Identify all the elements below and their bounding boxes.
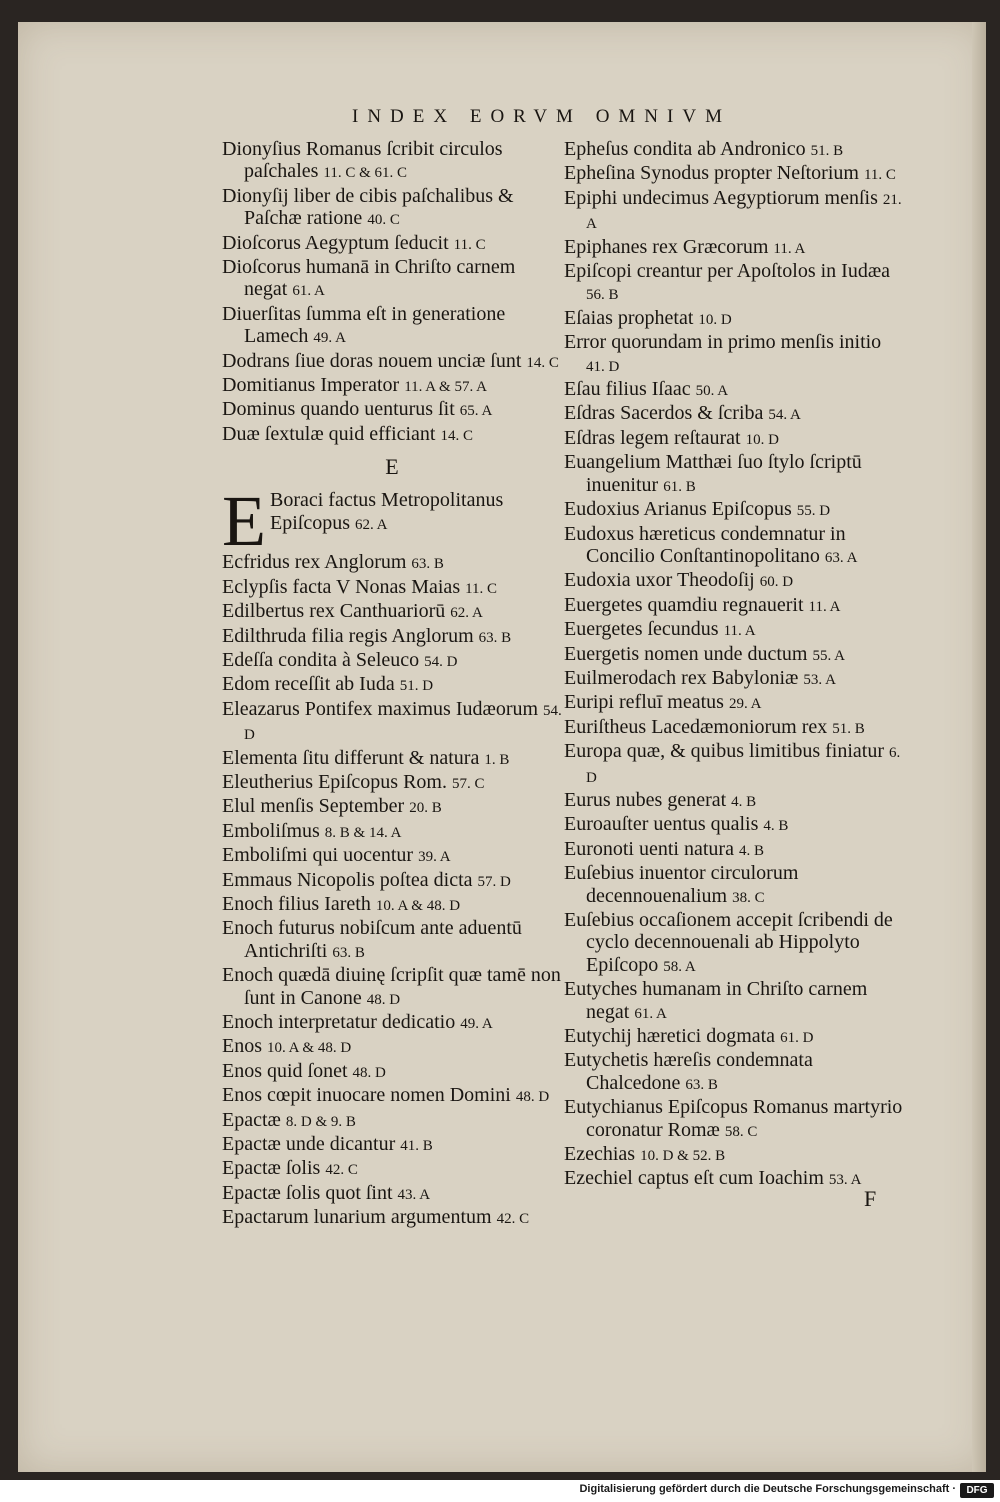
entry-ref: 54. D	[424, 653, 458, 670]
entry-text: Enoch quædā diuinę ſcripſit quæ tamē non ſunt in Canone	[222, 964, 561, 1009]
index-entry	[564, 1096, 904, 1143]
entry-text: Emboliſmus	[222, 819, 320, 842]
entry-text: Eſaias prophetat	[564, 306, 694, 329]
index-entry	[564, 740, 904, 789]
entry-ref: 6. D	[586, 745, 901, 786]
entry-ref: 14. C	[526, 354, 559, 371]
index-entry	[564, 1143, 904, 1167]
entry-text: Enoch filius Iareth	[222, 892, 371, 915]
entry-ref: 42. C	[496, 1211, 530, 1228]
entry-ref: 41. D	[586, 358, 620, 375]
entry-text: Epactæ	[222, 1108, 281, 1131]
index-entry	[222, 551, 562, 575]
entry-ref: 11. C	[863, 167, 896, 184]
entry-text: Edeſſa condita à Seleuco	[222, 648, 420, 671]
entry-ref: 48. D	[366, 991, 401, 1008]
entry-ref: 53. A	[803, 671, 836, 688]
index-entry	[564, 978, 904, 1025]
index-entry	[564, 378, 904, 402]
entry-text: Euilmerodach rex Babyloniæ	[564, 666, 799, 689]
entry-ref: 54. A	[768, 407, 801, 424]
entry-ref: 55. D	[796, 503, 831, 520]
index-entry	[564, 138, 904, 162]
entry-ref: 11. C	[453, 236, 486, 253]
entry-ref: 62. A	[354, 516, 388, 533]
dropcap-letter: E	[222, 481, 266, 562]
entry-text: Edilbertus rex Canthuariorū	[222, 600, 446, 623]
entry-ref: 11. A	[808, 598, 841, 615]
entry-text: Epactæ ſolis	[222, 1157, 321, 1180]
entry-ref: 40. C	[367, 212, 400, 229]
entry-ref: 4. B	[763, 818, 789, 835]
entry-text: Eudoxia uxor Theodoſij	[564, 569, 755, 592]
index-entry	[564, 331, 904, 378]
entry-text: Dioſcorus Aegyptum ſeducit	[222, 231, 449, 254]
index-entry	[222, 600, 562, 624]
funding-credit: Digitalisierung gefördert durch die Deutsche Forschungsgemeinschaft ·	[579, 1483, 956, 1495]
entry-ref: 51. D	[399, 678, 434, 695]
entry-text: Epactæ unde dicantur	[222, 1133, 396, 1156]
entry-text: Europa quæ, & quibus limitibus finiatur	[564, 740, 884, 763]
entry-ref: 11. C & 61. C	[323, 165, 408, 182]
entry-ref: 63. B	[411, 556, 444, 573]
entry-text: Duæ ſextulæ quid efficiant	[222, 422, 436, 445]
entry-text: Epiſcopi creantur per Apoſtolos in Iudæa	[564, 260, 891, 283]
entry-text: Epactæ ſolis quot ſint	[222, 1181, 393, 1204]
entry-ref: 50. A	[695, 383, 729, 400]
entry-text: Elementa ſitu differunt & natura	[222, 746, 480, 769]
index-entry	[564, 643, 904, 667]
index-entry	[222, 820, 562, 844]
entry-text: Enos quid ſonet	[222, 1059, 348, 1082]
entry-text: Enos	[222, 1035, 262, 1058]
first-e-entry	[222, 481, 562, 562]
entry-ref: 10. D	[698, 311, 732, 328]
entry-text: Euripi refluī meatus	[564, 691, 724, 714]
entry-ref: 11. A	[773, 240, 806, 257]
entry-text: Ecfridus rex Anglorum	[222, 551, 407, 574]
entry-ref: 10. A & 48. D	[375, 897, 461, 914]
entry-ref: 14. C	[440, 427, 474, 444]
index-entry	[222, 256, 562, 303]
entry-text: Enoch futurus nobiſcum ante aduentū Antichriſti	[222, 917, 522, 962]
entry-text: Eudoxius Arianus Epiſcopus	[564, 498, 792, 521]
entry-ref: 8. B & 14. A	[324, 824, 402, 841]
index-entry	[222, 1157, 562, 1181]
index-entry	[564, 909, 904, 978]
index-entry	[564, 789, 904, 813]
index-entry	[564, 1025, 904, 1049]
entry-text: Ezechias	[564, 1143, 636, 1166]
entry-text: Eutychij hæretici dogmata	[564, 1025, 776, 1048]
entry-text: Enos cœpit inuocare nomen Domini	[222, 1084, 511, 1107]
index-entry	[222, 1035, 562, 1059]
entry-ref: 61. D	[780, 1030, 814, 1047]
entry-text: Euſebius occaſionem accepit ſcribendi de cyclo decennouenali ab Hippolyto Epiſcopo	[564, 909, 893, 976]
index-entry	[564, 862, 904, 909]
page-edge	[972, 22, 986, 1472]
index-entry	[222, 771, 562, 795]
index-entry	[222, 232, 562, 256]
index-entry	[222, 747, 562, 771]
index-entry	[222, 1182, 562, 1206]
entry-text: Euſebius inuentor circulorum decennouenalium	[564, 862, 799, 907]
entry-ref: 42. C	[325, 1162, 358, 1179]
entry-ref: 65. A	[459, 403, 493, 420]
entry-text: Dionyſius Romanus ſcribit circulos paſchales	[222, 138, 503, 183]
entry-text: Elul menſis September	[222, 795, 405, 818]
entry-text: Eleutherius Epiſcopus Rom.	[222, 770, 447, 793]
entry-text: Dioſcorus humanā in Chriſto carnem negat	[222, 256, 516, 301]
entry-ref: 10. A & 48. D	[267, 1040, 352, 1057]
entry-text: Eutyches humanam in Chriſto carnem negat	[564, 978, 868, 1023]
index-entry	[222, 350, 562, 374]
entry-text: Eſdras Sacerdos & ſcriba	[564, 402, 764, 425]
index-entry	[564, 162, 904, 186]
index-entry	[564, 498, 904, 522]
index-entry	[222, 423, 562, 447]
entry-ref: 8. D & 9. B	[285, 1113, 356, 1130]
entry-text: Eclypſis facta V Nonas Maias	[222, 575, 461, 598]
index-entry	[222, 795, 562, 819]
entry-ref: 11. A & 57. A	[404, 379, 487, 396]
index-entry	[564, 451, 904, 498]
entry-text: Boraci factus Metropolitanus Epiſcopus	[269, 489, 504, 534]
entry-text: Epiphi undecimus Aegyptiorum menſis	[564, 186, 878, 209]
footer-bar	[0, 1480, 1000, 1502]
entry-text: Eutychetis hæreſis condemnata Chalcedone	[564, 1049, 813, 1094]
entry-ref: 10. D & 52. B	[640, 1148, 726, 1165]
index-entry	[222, 185, 562, 232]
entry-text: Eſdras legem reſtaurat	[564, 426, 741, 449]
left-column	[222, 138, 562, 1231]
entry-text: Enoch interpretatur dedicatio	[222, 1011, 456, 1033]
entry-ref: 41. B	[400, 1138, 433, 1155]
entry-text: Epiphanes rex Græcorum	[564, 235, 769, 258]
e-entries	[222, 551, 562, 1230]
entry-ref: 4. B	[731, 793, 757, 810]
index-entry	[222, 1011, 562, 1035]
index-entry	[564, 260, 904, 307]
entry-text: Dionyſij liber de cibis paſchalibus & Paſchæ ratione	[222, 184, 514, 230]
entry-text: Euroauſter uentus qualis	[564, 813, 759, 836]
index-entry	[564, 813, 904, 837]
entry-ref: 51. B	[832, 720, 865, 737]
entry-ref: 61. B	[663, 478, 696, 495]
index-entry	[222, 1084, 562, 1108]
entry-ref: 49. A	[313, 330, 346, 347]
entry-ref: 63. A	[824, 549, 858, 566]
entry-text: Diuerſitas ſumma eſt in generatione Lamech	[222, 302, 506, 348]
entry-text: Euergetes ſecundus	[564, 618, 719, 641]
entry-ref: 58. A	[663, 958, 696, 975]
entry-text: Dominus quando uenturus ſit	[222, 398, 455, 421]
entry-ref: 4. B	[738, 842, 764, 859]
entry-text: Euangelium Matthæi ſuo ſtylo ſcriptū inuenitur	[564, 451, 862, 496]
entry-ref: 49. A	[460, 1016, 493, 1032]
entry-text: Euriſtheus Lacedæmoniorum rex	[564, 715, 828, 738]
index-entry	[222, 625, 562, 649]
entry-ref: 63. B	[332, 944, 365, 961]
entry-ref: 57. C	[451, 775, 485, 792]
index-entry	[222, 893, 562, 917]
entry-ref: 57. D	[477, 873, 511, 890]
index-entry	[222, 869, 562, 893]
index-entry	[222, 1109, 562, 1133]
entry-ref: 48. D	[352, 1064, 386, 1081]
index-entry	[564, 618, 904, 642]
entry-ref: 63. B	[685, 1076, 718, 1093]
index-entry	[564, 523, 904, 570]
index-entry	[564, 691, 904, 715]
entry-ref: 55. A	[812, 647, 845, 664]
entry-text: Epheſina Synodus propter Neſtorium	[564, 162, 859, 185]
entry-ref: 1. B	[484, 751, 510, 768]
entry-ref: 62. A	[450, 605, 483, 622]
entry-ref: 63. B	[478, 629, 512, 646]
entry-text: Eutychianus Epiſcopus Romanus martyrio coronatur Romæ	[564, 1096, 903, 1141]
index-entry	[564, 594, 904, 618]
dfg-logo: DFG	[960, 1483, 994, 1498]
index-entry	[222, 1133, 562, 1157]
index-entry	[222, 1060, 562, 1084]
index-entry	[222, 649, 562, 673]
entry-text: Domitianus Imperator	[222, 374, 400, 397]
index-entry	[222, 374, 562, 398]
index-entry	[564, 1167, 904, 1191]
entry-ref: 11. C	[465, 580, 498, 597]
entry-text: Emmaus Nicopolis poſtea dicta	[222, 868, 473, 891]
d-entries	[222, 138, 562, 447]
entry-text: Dodrans ſiue doras nouem unciæ ſunt	[222, 349, 522, 372]
entry-ref: 56. B	[586, 287, 619, 304]
index-entry	[222, 917, 562, 964]
index-entry	[564, 716, 904, 740]
entry-text: Euergetes quamdiu regnauerit	[564, 593, 804, 616]
entry-ref: 20. B	[409, 800, 442, 817]
section-letter: E	[385, 454, 399, 480]
index-entry	[222, 303, 562, 350]
entry-text: Eſau filius Iſaac	[564, 378, 691, 401]
entry-text: Eurus nubes generat	[564, 788, 727, 811]
entry-text: Euronoti uenti natura	[564, 837, 734, 860]
index-entry	[564, 838, 904, 862]
entry-ref: 58. C	[724, 1123, 758, 1140]
index-entry	[564, 187, 904, 236]
entry-text: Eleazarus Pontifex maximus Iudæorum	[222, 697, 539, 720]
index-entry	[564, 667, 904, 691]
index-entry	[222, 844, 562, 868]
index-entry	[564, 427, 904, 451]
index-entry	[564, 569, 904, 593]
entry-text: Eudoxus hæreticus condemnatur in Concilio Conſtantinopolitano	[564, 522, 846, 567]
entry-text: Emboliſmi qui uocentur	[222, 844, 414, 867]
entry-ref: 61. A	[292, 283, 325, 300]
index-entry	[222, 576, 562, 600]
entry-text: Edom receſſit ab Iuda	[222, 673, 395, 696]
entry-ref: 51. B	[810, 143, 844, 159]
entry-ref: 60. D	[759, 574, 794, 591]
entry-ref: 10. D	[745, 431, 779, 448]
entry-text: Euergetis nomen unde ductum	[564, 642, 808, 665]
entry-ref: 38. C	[732, 889, 765, 906]
entry-ref: 54. D	[244, 702, 562, 744]
index-entry	[222, 398, 562, 422]
index-entry	[222, 698, 562, 747]
entry-text: Error quorundam in primo menſis initio	[564, 331, 882, 354]
index-entry	[564, 402, 904, 426]
index-entry	[222, 138, 562, 185]
entry-ref: 39. A	[418, 849, 451, 866]
entry-ref: 43. A	[397, 1186, 431, 1203]
entry-ref: 48. D	[515, 1089, 550, 1106]
index-entry	[564, 236, 904, 260]
right-column	[564, 138, 904, 1192]
index-entry	[564, 307, 904, 331]
index-entry	[222, 964, 562, 1011]
entry-text: Epheſus condita ab Andronico	[564, 138, 806, 160]
entry-text: Ezechiel captus eſt cum Ioachim	[564, 1167, 824, 1190]
entry-ref: 11. A	[723, 623, 756, 640]
entry-ref: 21. A	[586, 191, 902, 233]
entry-text: Epactarum lunarium argumentum	[222, 1206, 492, 1229]
entry-ref: 29. A	[728, 696, 762, 713]
index-entry	[222, 1206, 562, 1230]
entry-ref: 61. A	[634, 1005, 667, 1022]
entry-text: Edilthruda filia regis Anglorum	[222, 624, 474, 647]
index-entry	[222, 673, 562, 697]
index-entry	[564, 1049, 904, 1096]
entry-ref: 53. A	[828, 1172, 862, 1189]
running-head: INDEX EORVM OMNIVM	[352, 106, 731, 127]
catchword: F	[864, 1186, 877, 1211]
